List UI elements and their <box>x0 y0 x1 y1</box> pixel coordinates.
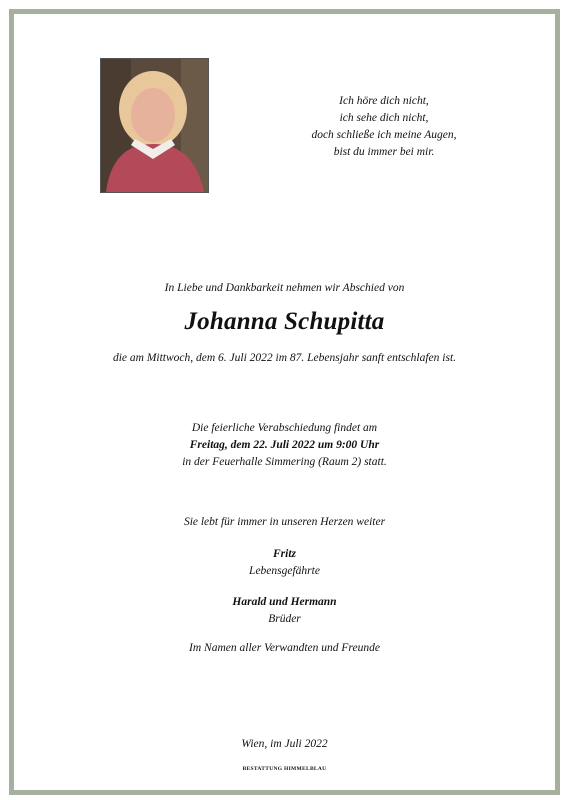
poem-line: ich sehe dich nicht, <box>339 112 429 124</box>
obituary-card <box>9 9 560 795</box>
mourner-relation: Lebensgefährte <box>249 565 320 577</box>
deceased-name: Johanna Schupitta <box>184 308 385 335</box>
mourner-group <box>14 594 555 628</box>
ceremony-location: in der Feuerhalle Simmering (Raum 2) statt. <box>182 456 387 468</box>
mourner-group <box>14 546 555 580</box>
mourner-name: Fritz <box>272 548 296 560</box>
memorial-text: Sie lebt für immer in unseren Herzen weiter <box>183 516 386 528</box>
poem-line: doch schließe ich meine Augen, <box>311 129 457 141</box>
portrait-photo <box>100 58 209 193</box>
death-notice: die am Mittwoch, dem 6. Juli 2022 im 87. Lebensjahr sanft entschlafen ist. <box>112 352 457 364</box>
portrait-image <box>101 59 208 192</box>
ceremony-date: Freitag, dem 22. Juli 2022 um 9:00 Uhr <box>189 439 380 451</box>
relatives-text: Im Namen aller Verwandten und Freunde <box>189 642 380 654</box>
intro-text: In Liebe und Dankbarkeit nehmen wir Abschied von <box>164 282 405 294</box>
poem <box>284 93 484 161</box>
ceremony-line: Die feierliche Verabschiedung findet am <box>191 422 378 434</box>
place-date: Wien, im Juli 2022 <box>241 738 328 750</box>
poem-line: bist du immer bei mir. <box>333 146 435 158</box>
undertaker-name: BESTATTUNG HIMMELBLAU <box>242 766 327 772</box>
mourner-relation: Brüder <box>268 613 301 625</box>
poem-line: Ich höre dich nicht, <box>339 95 429 107</box>
ceremony-info <box>14 420 555 471</box>
mourner-name: Harald und Hermann <box>232 596 337 608</box>
